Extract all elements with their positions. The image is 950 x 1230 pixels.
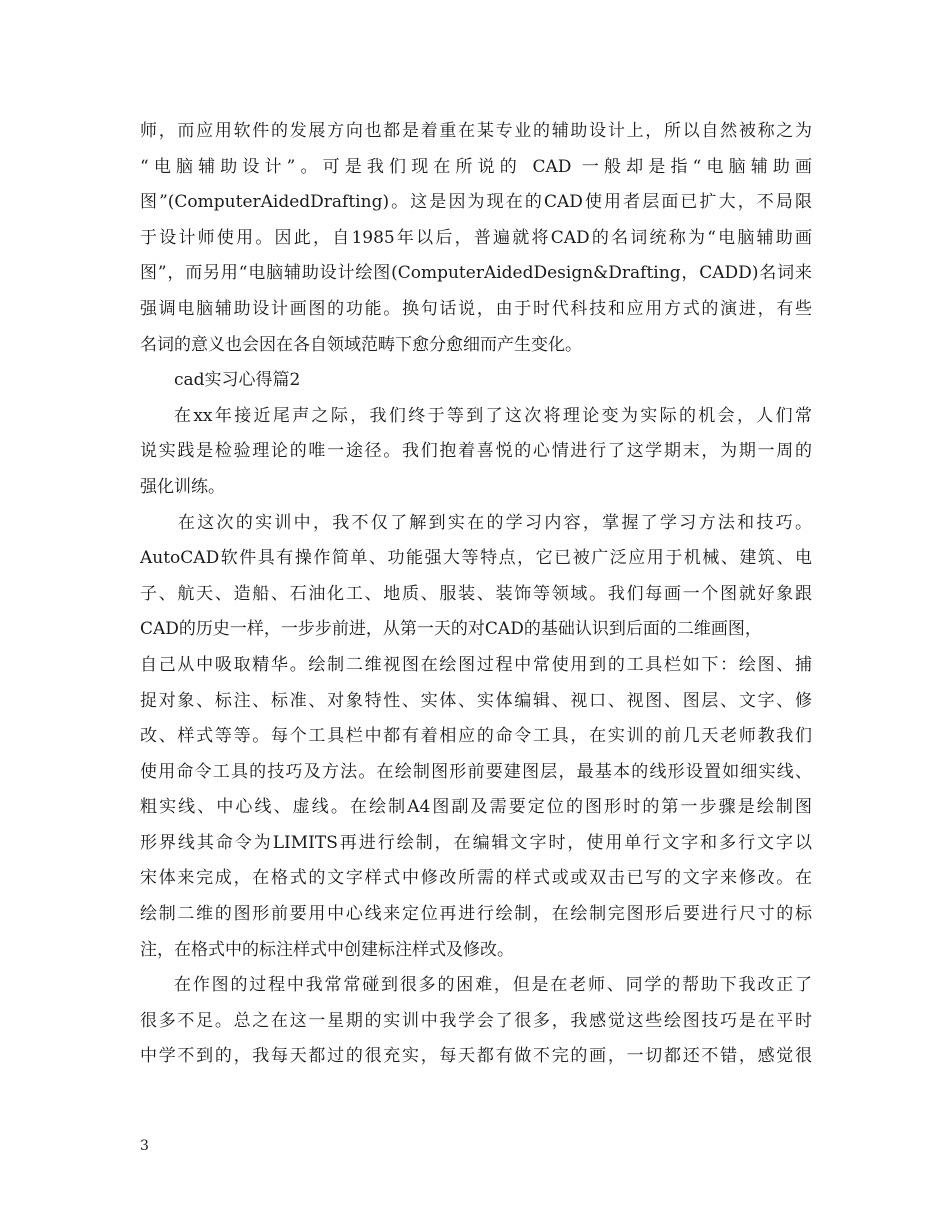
text-line: 图”(ComputerAidedDrafting)。这是因为现在的CAD使用者层面已扩大，不局限 — [140, 192, 812, 213]
text-line: 中学不到的，我每天都过的很充实，每天都有做不完的画，一切都还不错，感觉很 — [140, 1046, 812, 1067]
text-line: 强调电脑辅助设计画图的功能。换句话说，由于时代科技和应用方式的演进，有些 — [140, 298, 812, 319]
text-line: CAD的历史一样，一步步前进，从第一天的对CAD的基础认识到后面的二维画图， — [140, 619, 762, 640]
text-line: 很多不足。总之在这一星期的实训中我学会了很多，我感觉这些绘图技巧是在平时 — [140, 1010, 812, 1031]
text-line: 粗实线、中心线、虚线。在绘制A4图副及需要定位的图形时的第一步骤是绘制图 — [140, 797, 812, 818]
text-line: 子、航天、造船、石油化工、地质、服装、装饰等领域。我们每画一个图就好象跟 — [140, 583, 812, 604]
text-line: 使用命令工具的技巧及方法。在绘制图形前要建图层，最基本的线形设置如细实线、 — [140, 761, 812, 782]
text-line: 宋体来完成，在格式的文字样式中修改所需的样式或或双击已写的文字来修改。在 — [140, 868, 812, 889]
text-line: 名词的意义也会因在各自领域范畴下愈分愈细而产生变化。 — [140, 334, 582, 355]
text-line: 在xx年接近尾声之际，我们终于等到了这次将理论变为实际的机会，人们常 — [174, 405, 812, 426]
text-line: 在这次的实训中，我不仅了解到实在的学习内容，掌握了学习方法和技巧。 — [178, 512, 812, 533]
text-line: 图”，而另用“电脑辅助设计绘图(ComputerAidedDesign&Drafting，CADD)名词来 — [140, 263, 812, 284]
text-line: 说实践是检验理论的唯一途径。我们抱着喜悦的心情进行了这学期末，为期一周的 — [140, 441, 812, 462]
section-heading: cad实习心得篇2 — [174, 370, 301, 391]
text-line: 自己从中吸取精华。绘制二维视图在绘图过程中常使用到的工具栏如下：绘图、捕 — [140, 654, 812, 675]
text-line: 改、样式等等。每个工具栏中都有着相应的命令工具，在实训的前几天老师教我们 — [140, 726, 812, 747]
text-line: 注，在格式中的标注样式中创建标注样式及修改。 — [140, 939, 514, 960]
text-line: AutoCAD软件具有操作简单、功能强大等特点，它已被广泛应用于机械、建筑、电 — [140, 548, 812, 569]
text-line: 师，而应用软件的发展方向也都是着重在某专业的辅助设计上，所以自然被称之为 — [140, 121, 812, 141]
body-text — [140, 114, 812, 1075]
text-line: 绘制二维的图形前要用中心线来定位再进行绘制，在绘制完图形后要进行尺寸的标 — [140, 904, 812, 925]
text-line: 形界线其命令为LIMITS再进行绘制，在编辑文字时，使用单行文字和多行文字以 — [140, 832, 812, 853]
text-line: 在作图的过程中我常常碰到很多的困难，但是在老师、同学的帮助下我改正了 — [174, 975, 812, 996]
text-line: 强化训练。 — [140, 476, 225, 497]
page-number: 3 — [140, 1138, 149, 1154]
text-line: “电脑辅助设计”。可是我们现在所说的 CAD 一般却是指“电脑辅助画 — [140, 156, 812, 177]
text-line: 捉对象、标注、标准、对象特性、实体、实体编辑、视口、视图、图层、文字、修 — [140, 690, 812, 711]
text-line: 于设计师使用。因此，自1985年以后，普遍就将CAD的名词统称为“电脑辅助画 — [140, 227, 812, 248]
